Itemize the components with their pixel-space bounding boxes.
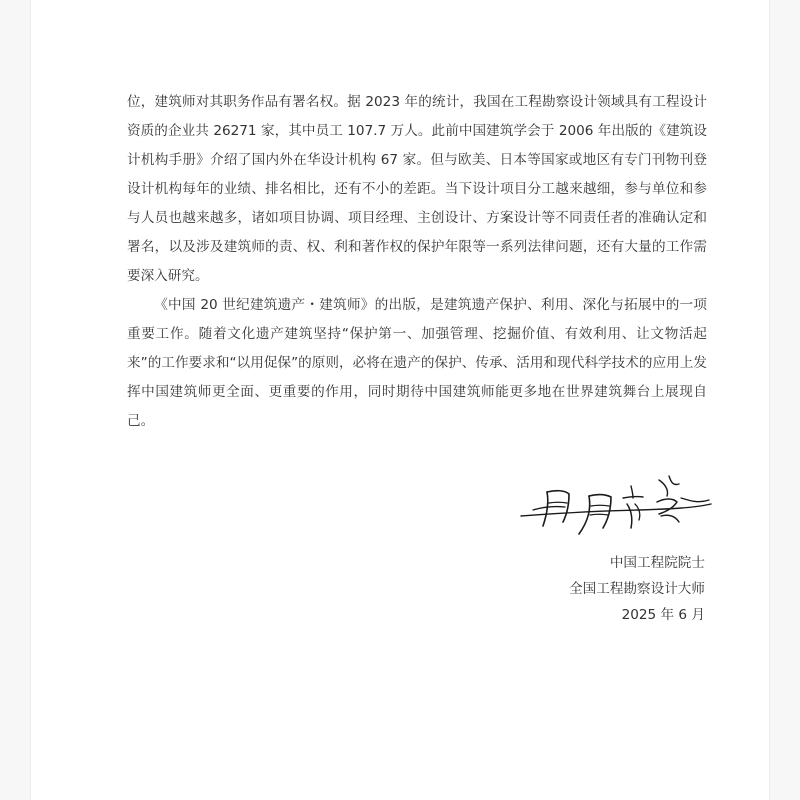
author-title-master: 全国工程勘察设计大师 <box>569 581 705 597</box>
signature-block <box>405 550 705 628</box>
signature-date: 2025 年 6 月 <box>621 607 705 623</box>
signature-icon <box>519 470 715 546</box>
handwritten-signature <box>519 470 715 546</box>
paragraph: 《中国 20 世纪建筑遗产・建筑师》的出版，是建筑遗产保护、利用、深化与拓展中的一项重要工作。随着文化遗产建筑坚持“保护第一、加强管理、挖掘价值、有效利用、让文物活起来”的工作要求和“以用促保”的原则，必将在遗产的保护、传承、活用和现代科学技术的应用上发挥中国建筑师更全面、更重要的作用，同时期待中国建筑师能更多地在世界建筑舞台上展现自己。 <box>127 297 707 429</box>
document-page <box>30 0 770 800</box>
paragraph: 位，建筑师对其职务作品有署名权。据 2023 年的统计，我国在工程勘察设计领域具有工程设计资质的企业共 26271 家，其中员工 107.7 万人。此前中国建筑学会于 2006 年出版的《建筑设计机构手册》介绍了国内外在华设计机构 67 家。但与欧美、日本等国家或地区有专门刊物刊登设计机构每年的业绩、排名相比，还有不小的差距。当下设计项目分工越来越细，参与单位和参与人员也越来越多，诸如项目协调、项目经理、主创设计、方案设计等不同责任者的准确认定和署名，以及涉及建筑师的责、权、利和著作权的保护年限等一系列法律问题，还有大量的工作需要深入研究。 <box>127 94 707 284</box>
article-body <box>127 88 707 436</box>
author-title-academician: 中国工程院院士 <box>609 555 705 571</box>
